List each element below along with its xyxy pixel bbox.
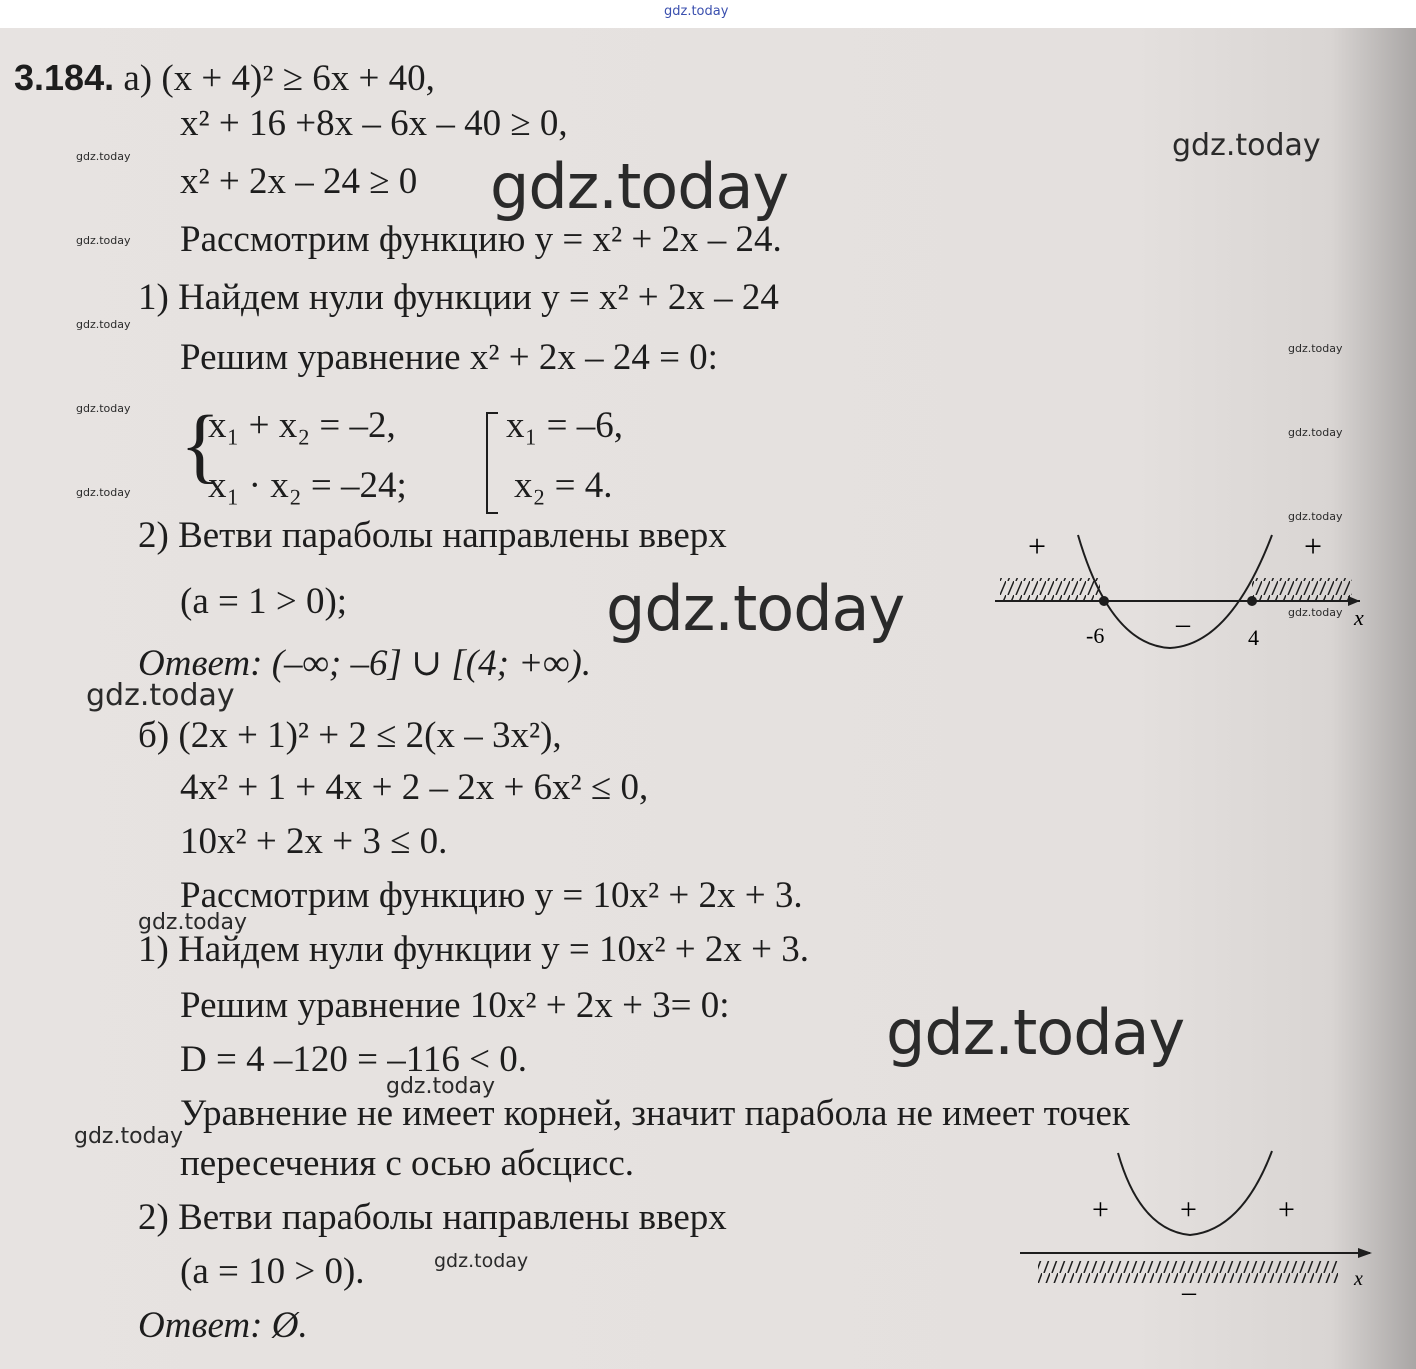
watermark: gdz.today: [76, 234, 131, 247]
parabola-graph-a: [990, 525, 1380, 660]
part-b-line-3: 10x² + 2x + 3 ≤ 0.: [180, 821, 448, 862]
part-a-answer: Ответ: (–∞; –6] ∪ [(4; +∞).: [138, 643, 592, 684]
axis-label-b: x: [1354, 1268, 1363, 1290]
system-right-1: x₁ = –6,: [506, 405, 624, 446]
part-b-answer: Ответ: Ø.: [138, 1305, 308, 1346]
watermark: gdz.today: [1288, 606, 1343, 619]
parabola-a: [1078, 535, 1272, 648]
part-a-line-4: Рассмотрим функцию y = x² + 2x – 24.: [180, 219, 782, 260]
sign-right-a: +: [1304, 528, 1323, 564]
watermark: gdz.today: [76, 150, 131, 163]
part-a-line-2: x² + 16 +8x – 6x – 40 ≥ 0,: [180, 103, 568, 144]
part-a-label: а): [123, 58, 153, 99]
part-b-conclusion-2: пересечения с осью абсцисс.: [180, 1143, 634, 1184]
watermark: gdz.today: [74, 1124, 184, 1149]
system-bracket: [486, 412, 498, 514]
sign-left-a: +: [1028, 528, 1047, 564]
part-b-conclusion-1: Уравнение не имеет корней, значит парабола не имеет точек: [180, 1093, 1130, 1134]
watermark: gdz.today: [434, 1250, 529, 1272]
sign-middle-a: –: [1176, 609, 1190, 640]
watermark: gdz.today: [1288, 342, 1343, 355]
sign-b-2: +: [1180, 1193, 1197, 1226]
parabola-graph-b: [1010, 1145, 1380, 1305]
watermark: gdz.today: [1172, 128, 1321, 163]
watermark: gdz.today: [606, 572, 905, 645]
part-b-condition: (a = 10 > 0).: [180, 1251, 365, 1292]
part-a-step-2: 2) Ветви параболы направлены вверх: [138, 515, 727, 556]
part-b-line-4: Рассмотрим функцию y = 10x² + 2x + 3.: [180, 875, 803, 916]
part-a-line-1: (x + 4)² ≥ 6x + 40,: [161, 58, 435, 99]
watermark: gdz.today: [490, 150, 789, 223]
watermark: gdz.today: [886, 996, 1185, 1069]
watermark: gdz.today: [386, 1074, 496, 1099]
part-b-equation: Решим уравнение 10x² + 2x + 3= 0:: [180, 985, 730, 1026]
part-b-line-1: (2x + 1)² + 2 ≤ 2(x – 3x²),: [178, 715, 562, 756]
top-watermark: gdz.today: [664, 4, 729, 19]
root-label-left: -6: [1086, 623, 1105, 648]
problem-number: 3.184.: [14, 57, 115, 98]
sign-below-b: –: [1182, 1277, 1196, 1305]
sign-b-3: +: [1278, 1193, 1295, 1226]
watermark: gdz.today: [1288, 426, 1343, 439]
axis-arrow-b: [1358, 1248, 1372, 1258]
system-left-2: x₁ · x₂ = –24;: [208, 465, 407, 506]
watermark: gdz.today: [1288, 510, 1343, 523]
watermark: gdz.today: [86, 678, 235, 713]
part-b-step-2: 2) Ветви параболы направлены вверх: [138, 1197, 727, 1238]
part-a-condition: (a = 1 > 0);: [180, 581, 348, 622]
watermark: gdz.today: [138, 910, 248, 935]
part-a-equation: Решим уравнение x² + 2x – 24 = 0:: [180, 337, 718, 378]
watermark: gdz.today: [76, 402, 131, 415]
system-brace: {: [180, 399, 221, 492]
part-b-header: [138, 716, 562, 756]
system-left-1: x₁ + x₂ = –2,: [208, 405, 396, 446]
root-point-right: [1247, 596, 1257, 606]
part-b-discriminant: D = 4 –120 = –116 < 0.: [180, 1039, 527, 1080]
hatch-left: [1000, 578, 1100, 600]
part-b-step-1: 1) Найдем нули функции y = 10x² + 2x + 3.: [138, 929, 810, 970]
axis-label-a: x: [1354, 605, 1364, 630]
part-a-step-1: 1) Найдем нули функции y = x² + 2x – 24: [138, 277, 779, 318]
watermark: gdz.today: [76, 318, 131, 331]
part-a-line-3: x² + 2x – 24 ≥ 0: [180, 161, 418, 202]
part-b-line-2: 4x² + 1 + 4x + 2 – 2x + 6x² ≤ 0,: [180, 767, 649, 808]
system-right-2: x₂ = 4.: [514, 465, 613, 506]
sign-b-1: +: [1092, 1193, 1109, 1226]
part-b-label: б): [138, 715, 170, 756]
root-label-right: 4: [1248, 625, 1259, 650]
watermark: gdz.today: [76, 486, 131, 499]
root-point-left: [1099, 596, 1109, 606]
problem-header: [14, 58, 435, 99]
hatch-right: [1252, 578, 1352, 600]
